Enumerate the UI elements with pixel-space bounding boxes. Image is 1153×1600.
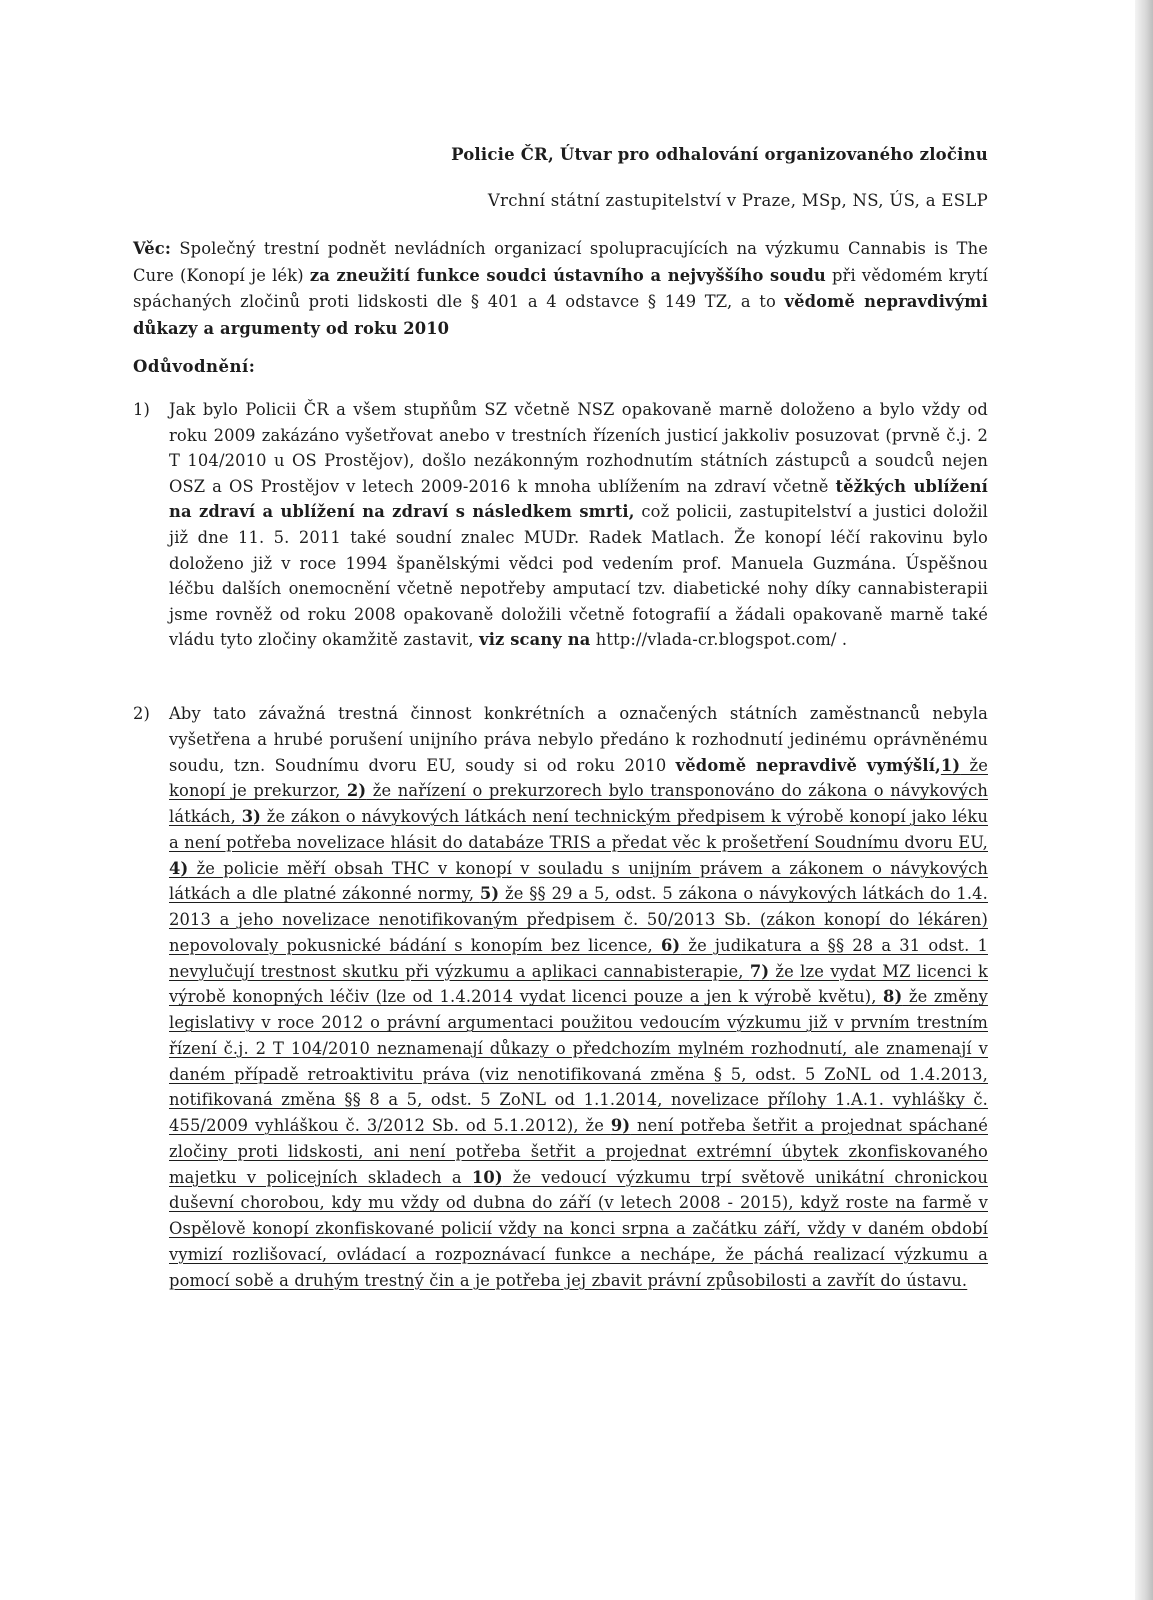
- list-item-2: [133, 701, 988, 1293]
- claim-3: že zákon o návykových látkách není technickým předpisem k výrobě konopí jako léku a není potřeba novelizace hlásit do databáze TRIS a předat věc k prošetření Soudnímu dvoru EU,: [169, 807, 988, 852]
- item1-text-1: Jak bylo Policii ČR a všem stupňům SZ včetně NSZ opakovaně marně doloženo a bylo vždy od roku 2009 zakázáno vyšetřovat anebo v trestních řízeních justicí jakkoliv posuzovat (prvně č.j. 2 T 104/2010 u OS Prostějov), došlo nezákonným rozhodnutím státních zástupců a soudců nejen OSZ a OS Prostějov v letech 2009-2016 k mnoha ublížením na zdraví včetně: [169, 400, 988, 496]
- underlined-claims: [169, 756, 988, 1290]
- claim-8: že změny legislativy v roce 2012 o právní argumentaci použitou vedoucím výzkumu již v prvním trestním řízení č.j. 2 T 104/2010 neznamenají důkazy o předchozím mylném rozhodnutí, ale znamenají v daném případě retroaktivitu práva (viz nenotifikovaná změna § 5, odst. 5 ZoNL od 1.4.2013, notifikovaná změna §§ 8 a 5, odst. 5 ZoNL od 1.1.2014, novelizace přílohy 1.A.1. vyhlášky č. 455/2009 vyhláškou č. 3/2012 Sb. od 5.1.2012), že: [169, 987, 989, 1135]
- subject-paragraph: [133, 236, 988, 342]
- claim-marker-6: 6): [660, 935, 681, 955]
- claim-2: že nařízení o prekurzorech bylo transponováno do zákona o návykových látkách,: [169, 781, 988, 826]
- item1-bold-2: viz scany na: [479, 630, 591, 650]
- subject-label: Věc:: [133, 239, 172, 258]
- scan-edge: [1135, 0, 1153, 1600]
- item1-url: http://vlada-cr.blogspot.com/ .: [590, 630, 848, 650]
- item-body: [169, 701, 988, 1293]
- item1-bold-1: těžkých ublížení na zdraví a ublížení na zdraví s následkem smrti,: [169, 476, 988, 522]
- justification-heading: Odůvodnění:: [133, 357, 256, 376]
- claim-7: že lze vydat MZ licenci k výrobě konopných léčiv (lze od 1.4.2014 vydat licenci pouze a jen k výrobě květu),: [169, 961, 988, 1007]
- claim-4: že policie měří obsah THC v konopí v souladu s unijním právem a zákonem o návykových látkách a dle platné zákonné normy,: [169, 858, 988, 904]
- claim-10: že vedoucí výzkumu trpí světově unikátní chronickou duševní chorobou, kdy mu vždy od dubna do září (v letech 2008 - 2015), když roste na farmě v Ospělově konopí zkonfiskované policií vždy na konci srpna a začátku září, vždy v daném období vymizí rozlišovací, ovládací a rozpoznávací funkce a nechápe, že páchá realizací výzkumu a pomocí sobě a druhým trestný čin a je potřeba jej zbavit právní způsobilosti a zavřít do ústavu.: [169, 1167, 988, 1290]
- addressee-secondary: Vrchní státní zastupitelství v Praze, MSp, NS, ÚS, a ESLP: [487, 191, 988, 210]
- addressee-primary: Policie ČR, Útvar pro odhalování organizovaného zločinu: [451, 145, 988, 164]
- document-page: [133, 0, 988, 1600]
- item-number: 1): [133, 400, 151, 419]
- claim-marker-8: 8): [883, 987, 903, 1007]
- claim-marker-1: 1): [940, 755, 961, 775]
- claim-marker-4: 4): [169, 858, 189, 878]
- claim-marker-5: 5): [479, 884, 500, 904]
- claim-marker-3: 3): [241, 807, 262, 826]
- item1-text-2: což policii, zastupitelství a justici doložil již dne 11. 5. 2011 také soudní znalec MUDr. Radek Matlach. Že konopí léčí rakovinu bylo doloženo již v roce 1994 španělskými vědci pod vedením prof. Manuela Guzmána. Úspěšnou léčbu dalších onemocnění včetně nepotřeby amputací tzv. diabetické nohy díky cannabisterapii jsme rovněž od roku 2008 opakovaně doložili včetně fotografií a žádali opakovaně marně také vládu tyto zločiny okamžitě zastavit,: [169, 502, 988, 650]
- subject-bold-2: vědomě nepravdivými důkazy a argumenty od roku 2010: [133, 292, 988, 338]
- subject-bold-1: za zneužití funkce soudci ústavního a nejvyššího soudu: [309, 265, 826, 285]
- item-body: [169, 397, 988, 653]
- claim-marker-10: 10): [471, 1167, 503, 1187]
- item2-text-1: Aby tato závažná trestná činnost konkrétních a označených státních zaměstnanců nebyla vyšetřena a hrubé porušení unijního práva nebylo předáno k rozhodnutí jedinému oprávněnému soudu, tzn. Soudnímu dvoru EU, soudy si od roku 2010: [169, 704, 988, 775]
- claim-marker-2: 2): [346, 781, 367, 801]
- claim-9: není potřeba šetřit a projednat spáchané zločiny proti lidskosti, ani není potřeba šetřit a projednat extrémní úbytek zkonfiskovaného majetku v policejních skladech a: [169, 1116, 988, 1187]
- claim-marker-9: 9): [610, 1116, 631, 1135]
- subject-text-1: Společný trestní podnět nevládních organizací spolupracujících na výzkumu Cannabis is The Cure (Konopí je lék): [133, 239, 988, 285]
- item2-bold-1: vědomě nepravdivě vymýšlí,: [675, 755, 941, 775]
- claim-6: že judikatura a §§ 28 a 31 odst. 1 nevylučují trestnost skutku při výzkumu a aplikaci cannabisterapie,: [169, 935, 988, 981]
- list-item-1: [133, 397, 988, 653]
- claim-marker-7: 7): [749, 961, 770, 981]
- subject-text-2: při vědomém krytí spáchaných zločinů proti lidskosti dle § 401 a 4 odstavce § 149 TZ, a to: [133, 265, 988, 311]
- claim-1: že konopí je prekurzor,: [169, 755, 988, 801]
- item-number: 2): [133, 704, 151, 723]
- claim-5: že §§ 29 a 5, odst. 5 zákona o návykových látkách do 1.4. 2013 a jeho novelizace nenotifikovaným předpisem č. 50/2013 Sb. (zákon konopí do lékáren) nepovolovaly pokusnické bádání s konopím bez licence,: [169, 884, 989, 955]
